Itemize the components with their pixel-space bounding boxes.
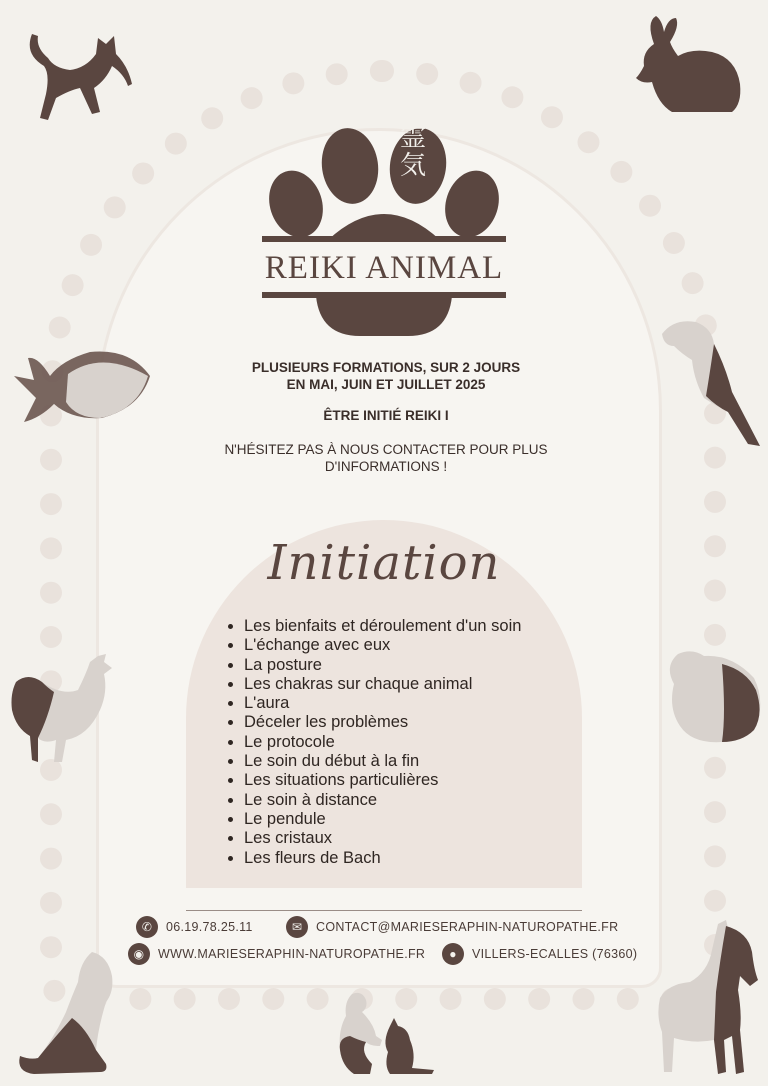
logo-title: REIKI ANIMAL [264, 250, 504, 286]
person-with-cat-silhouette-icon [330, 990, 440, 1076]
dog-silhouette-icon [14, 948, 118, 1078]
topics-list [222, 617, 604, 868]
website-url: WWW.MARIESERAPHIN-NATUROPATHE.FR [158, 947, 426, 961]
phone-icon: ✆ [136, 916, 158, 938]
parrot-silhouette-icon [656, 316, 762, 450]
guinea-pig-silhouette-icon [662, 644, 764, 744]
email-address: CONTACT@MARIESERAPHIN-NATUROPATHE.FR [316, 920, 619, 934]
location-text: VILLERS-ECALLES (76360) [472, 947, 638, 961]
list-item: • La posture [244, 656, 604, 675]
contact-invite-line-2: D'INFORMATIONS ! [324, 459, 448, 474]
phone-contact[interactable] [136, 916, 253, 938]
list-item: • Les bienfaits et déroulement d'un soin [244, 617, 604, 636]
contact-invite-line-1: N'HÉSITEZ PAS À NOUS CONTACTER POUR PLUS [224, 442, 548, 457]
list-item: • Les fleurs de Bach [244, 849, 604, 868]
hen-silhouette-icon [8, 652, 112, 764]
location-contact [442, 943, 637, 965]
initiation-title: Initiation [267, 535, 501, 591]
location-pin-icon: ● [442, 943, 464, 965]
paw-icon [258, 118, 510, 348]
website-contact[interactable] [128, 943, 425, 965]
list-item: • L'échange avec eux [244, 636, 604, 655]
cat-silhouette-icon [20, 14, 135, 126]
horse-silhouette-icon [654, 920, 764, 1078]
mail-icon: ✉ [286, 916, 308, 938]
requirement-text: ÊTRE INITIÉ REIKI I [323, 408, 449, 423]
phone-number: 06.19.78.25.11 [166, 920, 253, 934]
rabbit-silhouette-icon [632, 14, 744, 118]
list-item: • Les situations particulières [244, 771, 604, 790]
list-item: • Le pendule [244, 810, 604, 829]
list-item: • Le protocole [244, 733, 604, 752]
list-item: • Les chakras sur chaque animal [244, 675, 604, 694]
list-item: • Déceler les problèmes [244, 713, 604, 732]
list-item: • L'aura [244, 694, 604, 713]
list-item: • Le soin du début à la fin [244, 752, 604, 771]
globe-icon: ◉ [128, 943, 150, 965]
reiki-kanji: 霊気 [399, 123, 426, 181]
fish-silhouette-icon [10, 346, 152, 426]
email-contact[interactable] [286, 916, 618, 938]
divider [186, 910, 582, 911]
list-item: • Les cristaux [244, 829, 604, 848]
formations-line-2: EN MAI, JUIN ET JUILLET 2025 [286, 377, 486, 392]
formations-line-1: PLUSIEURS FORMATIONS, SUR 2 JOURS [251, 360, 521, 375]
list-item: • Le soin à distance [244, 791, 604, 810]
